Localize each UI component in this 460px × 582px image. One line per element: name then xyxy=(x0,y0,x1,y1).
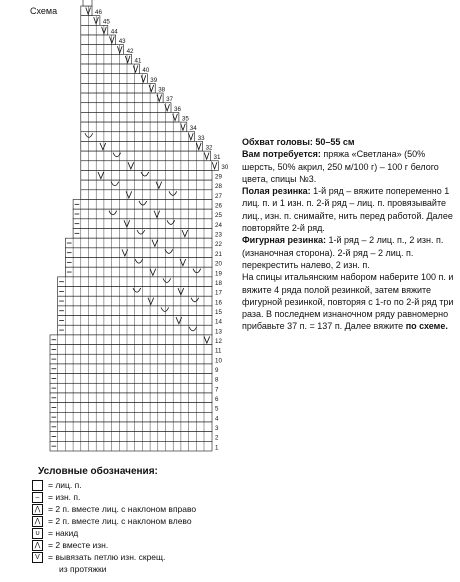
row-number: 8 xyxy=(215,376,219,384)
row-number: 39 xyxy=(150,76,158,84)
top-cell xyxy=(83,0,92,6)
chart-row xyxy=(65,267,212,277)
chart-row xyxy=(50,432,212,442)
chart-row xyxy=(81,64,140,74)
chart-row xyxy=(81,93,163,103)
chart-row xyxy=(65,238,212,248)
chart-row xyxy=(50,335,212,345)
chart-row xyxy=(50,412,212,422)
purl-symbol-icon: – xyxy=(32,492,43,503)
row-number: 34 xyxy=(189,125,197,133)
legend-title: Условные обозначения: xyxy=(38,466,158,477)
row-number: 21 xyxy=(215,250,222,258)
row-number: 9 xyxy=(215,367,219,375)
materials-paragraph: Вам потребуется: пряжа «Светлана» (50% шерсть, 50% акрил, 250 м/100 г) – 100 г белого цвета, спицы №3. xyxy=(242,149,439,184)
chart-row xyxy=(81,190,212,200)
row-number: 14 xyxy=(215,318,222,326)
row-number: 24 xyxy=(215,221,222,229)
chart-row xyxy=(50,422,212,432)
row-number: 28 xyxy=(215,183,222,191)
row-number: 22 xyxy=(215,241,222,249)
p2tog-icon: ⋀ xyxy=(32,540,43,551)
row-number: 12 xyxy=(215,337,222,345)
row-number: 41 xyxy=(134,57,142,65)
chart-row xyxy=(50,441,212,451)
row-number: 2 xyxy=(215,434,219,442)
chart-row xyxy=(81,83,155,93)
row-number: 13 xyxy=(215,328,222,336)
head-size-title: Обхват головы: 50–55 см xyxy=(242,137,355,147)
row-number: 6 xyxy=(215,396,219,404)
row-number: 17 xyxy=(215,289,222,297)
instructions-paragraph: На спицы итальянским набором наберите 100 п. и вяжите 4 ряда полой резинкой, затем вяжите фигурной резинкой, повторяя с 1-го по 2-й ряд три раза. В последнем изнаночном ряду равномерно прибавьте 37 п. = 137 п. Далее вяжите по схеме. xyxy=(242,272,454,332)
figured-rib-paragraph: Фигурная резинка: 1-й ряд – 2 лиц. п., 2 изн. п. (изнаночная сторона). 2-й ряд – 2 лиц. п. перекрестить налево, 2 изн. п. xyxy=(242,235,444,270)
chart-row xyxy=(50,374,212,384)
row-number: 3 xyxy=(215,425,219,433)
row-number: 18 xyxy=(215,279,222,287)
chart-row xyxy=(65,258,212,268)
chart-row xyxy=(81,132,195,142)
chart-row xyxy=(81,45,124,55)
schema-label: Схема xyxy=(30,6,58,16)
hollow-rib-paragraph: Полая резинка: 1-й ряд – вяжите попеременно 1 лиц. п. и 1 изн. п. 2-й ряд – лиц. п. провязывайте лиц., изн. п. снимайте, нить перед работой. Далее повторяйте 2-й ряд. xyxy=(242,186,453,234)
chart-row xyxy=(50,354,212,364)
row-number: 45 xyxy=(102,18,110,26)
chart-row xyxy=(65,248,212,258)
knitting-chart xyxy=(0,0,240,460)
chart-row xyxy=(81,161,219,171)
row-number: 33 xyxy=(197,134,205,142)
row-number: 11 xyxy=(215,347,222,355)
chart-row xyxy=(50,364,212,374)
row-number: 44 xyxy=(110,28,118,36)
chart-row xyxy=(50,393,212,403)
chart-row xyxy=(81,122,187,132)
yarn-over-icon: ∪ xyxy=(32,528,43,539)
row-number: 31 xyxy=(213,154,221,162)
row-number: 10 xyxy=(215,357,222,365)
chart-row xyxy=(81,112,179,122)
row-number: 26 xyxy=(215,202,222,210)
description xyxy=(242,136,454,333)
row-number: 43 xyxy=(118,38,126,46)
row-number: 30 xyxy=(221,163,229,171)
row-number: 38 xyxy=(158,86,166,94)
row-number: 25 xyxy=(215,212,222,220)
row-number: 15 xyxy=(215,308,222,316)
row-number: 35 xyxy=(181,115,189,123)
chart-row xyxy=(50,383,212,393)
row-number: 32 xyxy=(205,144,213,152)
row-number: 23 xyxy=(215,231,222,239)
row-number: 1 xyxy=(215,444,219,452)
chart-row xyxy=(81,74,148,84)
row-number: 19 xyxy=(215,270,222,278)
row-number: 37 xyxy=(166,96,173,104)
row-number: 16 xyxy=(215,299,222,307)
row-number: 42 xyxy=(126,47,134,55)
row-number: 29 xyxy=(215,173,222,181)
twisted-purl-icon: V xyxy=(32,552,43,563)
chart-row xyxy=(50,345,212,355)
k2tog-right-icon: ⋀ xyxy=(32,504,43,515)
knit-symbol-icon xyxy=(32,480,43,491)
row-number: 46 xyxy=(95,9,102,17)
row-number: 4 xyxy=(215,415,219,423)
row-number: 36 xyxy=(174,105,181,113)
k2tog-left-icon: ⋀ xyxy=(32,516,43,527)
chart-row xyxy=(81,103,171,113)
row-number: 7 xyxy=(215,386,219,394)
row-number: 27 xyxy=(215,192,222,200)
row-number: 40 xyxy=(142,67,150,75)
chart-row xyxy=(50,403,212,413)
chart-row xyxy=(81,151,211,161)
chart-row xyxy=(81,141,203,151)
chart-row xyxy=(81,180,212,190)
row-number: 20 xyxy=(215,260,222,268)
row-number: 5 xyxy=(215,405,219,413)
